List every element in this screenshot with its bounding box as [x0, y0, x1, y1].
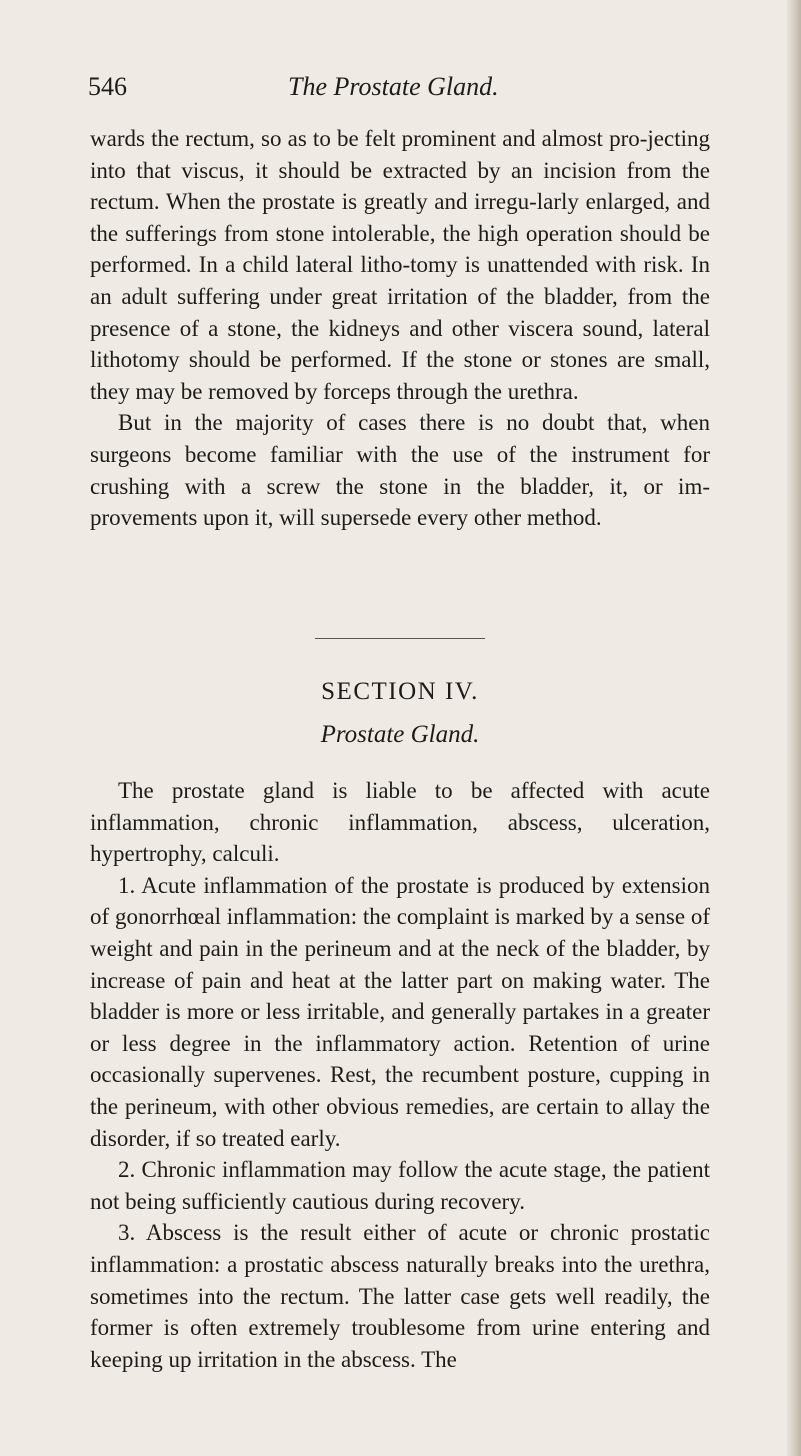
- section-text-block: [90, 775, 710, 1375]
- running-title: The Prostate Gland.: [288, 72, 499, 101]
- page-header: [88, 72, 708, 112]
- page-number: 546: [88, 72, 127, 101]
- paragraph: 3. Abscess is the result either of acute or chronic prostatic inflammation: a prostatic abscess naturally breaks into the urethra, sometimes into the rectum. The latter case gets well readily, the former is often extremely troublesome from urine entering and keeping up irritation in the abscess. The: [90, 1220, 710, 1372]
- section-heading: SECTION IV.: [321, 678, 479, 705]
- paragraph: 1. Acute inflammation of the prostate is produced by extension of gonorrhœal inflammation: the complaint is marked by a sense of weight and pain in the perineum and at the neck of the bladder, by increase of pain and heat at the latter part on making water. The bladder is more or less irritable, and generally partakes in a greater or less degree in the inflammatory action. Retention of urine occasionally supervenes. Rest, the recumbent posture, cupping in the perineum, with other obvious remedies, are certain to allay the disorder, if so treated early.: [90, 872, 710, 1151]
- paragraph: The prostate gland is liable to be affected with acute inflammation, chronic inflammation, abscess, ulceration, hypertrophy, calculi.: [90, 778, 710, 867]
- paragraph: 2. Chronic inflammation may follow the acute stage, the patient not being sufficiently cautious during recovery.: [90, 1157, 710, 1214]
- section-divider-rule: [315, 638, 485, 639]
- page-edge: [787, 0, 801, 1456]
- continued-text-block: [90, 123, 710, 534]
- paragraph: But in the majority of cases there is no doubt that, when surgeons become familiar with the use of the instrument for crushing with a screw the stone in the bladder, it, or im-provements upon it, will supersede every other method.: [90, 410, 710, 531]
- section-subtitle: Prostate Gland.: [320, 721, 480, 748]
- paragraph: wards the rectum, so as to be felt prominent and almost pro-jecting into that viscus, it should be extracted by an incision from the rectum. When the prostate is greatly and irregu-larly enlarged, and the sufferings from stone intolerable, the high operation should be performed. In a child lateral litho-tomy is unattended with risk. In an adult suffering under great irritation of the bladder, from the presence of a stone, the kidneys and other viscera sound, lateral lithotomy should be performed. If the stone or stones are small, they may be removed by forceps through the urethra.: [90, 126, 710, 404]
